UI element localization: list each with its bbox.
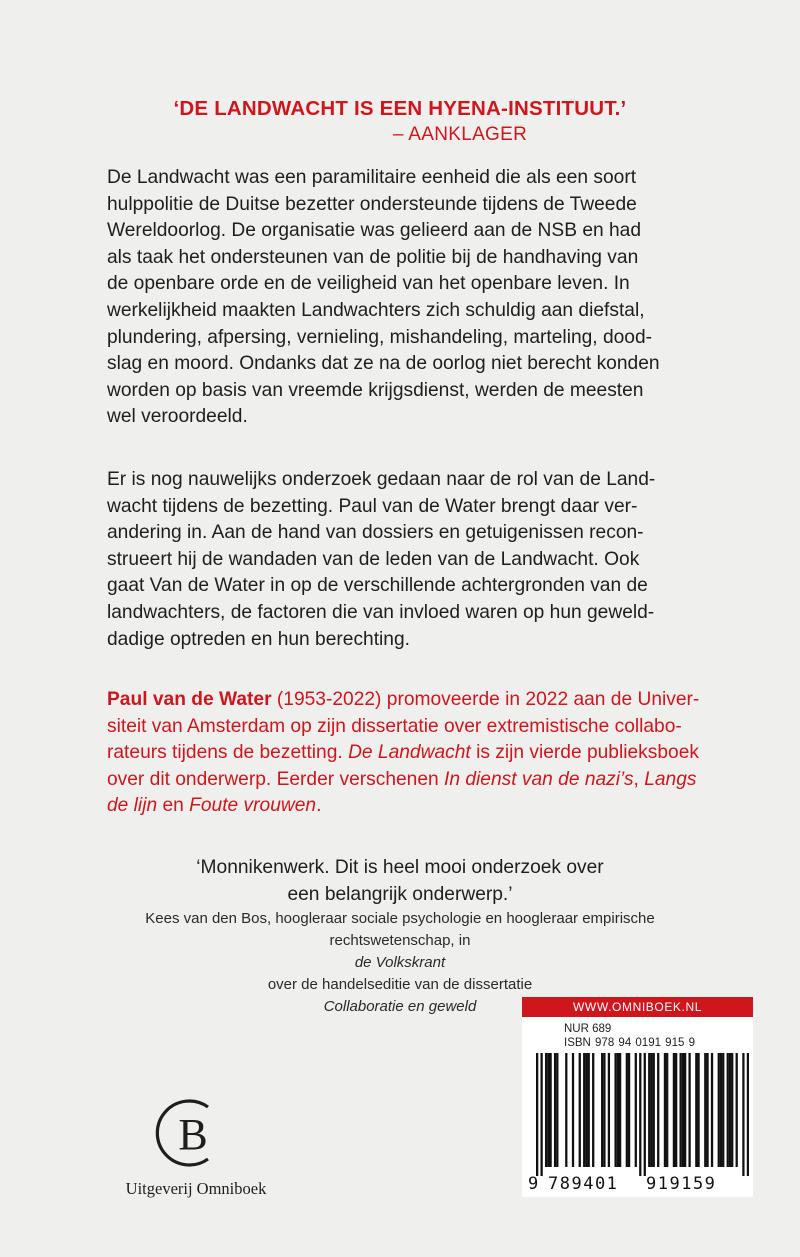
barcode-bar — [653, 1053, 655, 1167]
barcode-bar — [628, 1053, 630, 1167]
text-line: worden op basis van vreemde krijgsdienst, werden de meesten — [107, 379, 644, 401]
dissertation-title: Collaboratie en geweld — [323, 998, 477, 1015]
book-title: Langs — [644, 768, 697, 790]
barcode-bar — [711, 1053, 713, 1167]
barcode-bar — [736, 1053, 738, 1167]
review-quote — [0, 855, 800, 908]
barcode-bar — [720, 1053, 722, 1167]
text-line: siteit van Amsterdam op zijn dissertatie over extremistische collabo- — [107, 715, 682, 737]
barcode-bar — [706, 1053, 708, 1167]
barcode-bar — [673, 1053, 675, 1167]
publisher-name: Uitgeverij Omniboek — [125, 1179, 267, 1198]
barcode-bar — [729, 1053, 731, 1167]
barcode-bar — [540, 1053, 542, 1176]
barcode-bar — [731, 1053, 733, 1167]
barcode-digits-left: 789401 — [548, 1174, 619, 1194]
text-line: Wereldoorlog. De organisatie was gelieerd aan de NSB en had — [107, 220, 642, 242]
barcode-bar — [603, 1053, 605, 1167]
text-fragment: en — [157, 795, 190, 817]
text-fragment: rechtswetenschap, in — [329, 932, 471, 949]
text-line — [107, 687, 707, 714]
text-line: wacht tijdens de bezetting. Paul van de Water brengt daar ver- — [107, 495, 638, 517]
barcode-bar — [565, 1053, 567, 1167]
text-fragment: over de handelseditie van de dissertatie — [267, 976, 533, 993]
barcode-bar — [572, 1053, 574, 1167]
text-line: werkelijkheid maakten Landwachters zich schuldig aan diefstal, — [107, 299, 645, 321]
book-title: Foute vrouwen — [189, 795, 317, 817]
text-line: wel veroordeeld. — [107, 406, 248, 428]
barcode-bar — [648, 1053, 650, 1167]
source-line: Kees van den Bos, hoogleraar sociale psychologie en hoogleraar empirische — [145, 910, 655, 927]
barcode-digits — [528, 1172, 752, 1196]
isbn-number: ISBN 978 94 0191 915 9 — [564, 1037, 695, 1049]
barcode-bar — [601, 1053, 603, 1167]
barcode-bar — [695, 1053, 697, 1167]
barcode-bar — [688, 1053, 690, 1167]
barcode-bar — [608, 1053, 610, 1167]
barcode-bar — [554, 1053, 556, 1167]
barcode-bar — [679, 1053, 681, 1167]
barcode-bar — [547, 1053, 549, 1167]
barcode-bar — [614, 1053, 616, 1167]
barcode-digits-right: 919159 — [646, 1174, 717, 1194]
barcode-bar — [747, 1053, 749, 1176]
publisher-logo-icon — [150, 1093, 232, 1173]
barcode-bar — [722, 1053, 724, 1167]
text-line — [107, 740, 707, 767]
barcode-bar — [545, 1053, 547, 1167]
publisher-url: WWW.OMNIBOEK.NL — [522, 997, 753, 1017]
text-line: hulppolitie de Duitse bezetter ondersteunde tijdens de Tweede — [107, 193, 637, 215]
text-fragment: . — [316, 795, 322, 817]
text-line: de openbare orde en de veiligheid van het openbare leven. In — [107, 273, 630, 295]
barcode-bar — [579, 1053, 581, 1167]
barcode-icon — [536, 1053, 749, 1176]
barcode-bar — [536, 1053, 538, 1176]
barcode-bar — [664, 1053, 666, 1167]
barcode-bar — [650, 1053, 652, 1167]
barcode-bar — [727, 1053, 729, 1167]
barcode-bar — [682, 1053, 684, 1167]
barcode-bar — [549, 1053, 551, 1167]
barcode-bar — [619, 1053, 621, 1167]
text-line: andering in. Aan de hand van dossiers en getuigenissen recon- — [107, 522, 644, 544]
barcode-bar — [718, 1053, 720, 1167]
barcode-bar — [639, 1053, 641, 1176]
barcode-bar — [626, 1053, 628, 1167]
barcode-bar — [742, 1053, 744, 1176]
barcode-bar — [657, 1053, 659, 1167]
book-title: De Landwacht — [348, 742, 471, 764]
text-line — [107, 793, 707, 820]
text-line: dadige optreden en hun berechting. — [107, 628, 410, 650]
barcode-bar — [592, 1053, 594, 1167]
author-bio — [107, 687, 707, 820]
barcode-bar — [635, 1053, 637, 1167]
barcode-bar — [704, 1053, 706, 1167]
barcode-bar — [588, 1053, 590, 1167]
text-line: Er is nog nauwelijks onderzoek gedaan naar de rol van de Land- — [107, 469, 656, 490]
barcode-bar — [556, 1053, 558, 1167]
logo-letter: B — [178, 1110, 208, 1159]
book-title: In dienst van de nazi’s — [444, 768, 634, 790]
author-name: Paul van de Water — [107, 689, 272, 710]
quote-line: ‘Monnikenwerk. Dit is heel mooi onderzoek over — [196, 857, 604, 878]
blurb-paragraph-2 — [107, 467, 707, 653]
barcode-bar — [617, 1053, 619, 1167]
text-line: plundering, afpersing, vernieling, mishandeling, marteling, dood- — [107, 326, 653, 348]
text-line: gaat Van de Water in op de verschillende achtergronden van de — [107, 575, 648, 597]
text-fragment: rateurs tijdens de bezetting. — [107, 742, 349, 764]
text-line: strueert hij de wandaden van de leden van de Landwacht. Ook — [107, 548, 640, 570]
text-line — [107, 767, 707, 794]
book-title: de lijn — [107, 795, 158, 817]
barcode-digit-first: 9 — [528, 1174, 539, 1194]
text-line: De Landwacht was een paramilitaire eenheid die als een soort — [107, 167, 637, 188]
barcode-panel — [522, 997, 753, 1197]
text-fragment: , — [633, 768, 645, 790]
quote-line: een belangrijk onderwerp.’ — [287, 883, 513, 905]
source-line — [0, 930, 800, 996]
text-fragment: is zijn vierde publieksboek — [470, 742, 699, 764]
barcode-bar — [666, 1053, 668, 1167]
tagline: ‘DE LANDWACHT IS EEN HYENA-INSTITUUT.’ — [173, 97, 627, 120]
text-fragment: over dit onderwerp. Eerder verschenen — [107, 768, 445, 790]
barcode-bar — [583, 1053, 585, 1167]
nur-code: NUR 689 — [564, 1023, 612, 1035]
blurb-paragraph-1 — [107, 165, 707, 431]
text-line: slag en moord. Ondanks dat ze na de oorlog niet berecht konden — [107, 353, 660, 375]
barcode-bar — [675, 1053, 677, 1167]
barcode-bar — [585, 1053, 587, 1167]
barcode-bar — [697, 1053, 699, 1167]
text-line: landwachters, de factoren die van invloed waren op hun geweld- — [107, 601, 655, 623]
text-fragment: (1953-2022) promoveerde in 2022 aan de Univer- — [271, 689, 700, 710]
barcode-bar — [684, 1053, 686, 1167]
tagline-attribution: – AANKLAGER — [392, 124, 528, 145]
barcode-bar — [644, 1053, 646, 1176]
newspaper-title: de Volkskrant — [354, 954, 446, 971]
text-line: als taak het ondersteunen van de politie bij de handhaving van — [107, 246, 639, 268]
